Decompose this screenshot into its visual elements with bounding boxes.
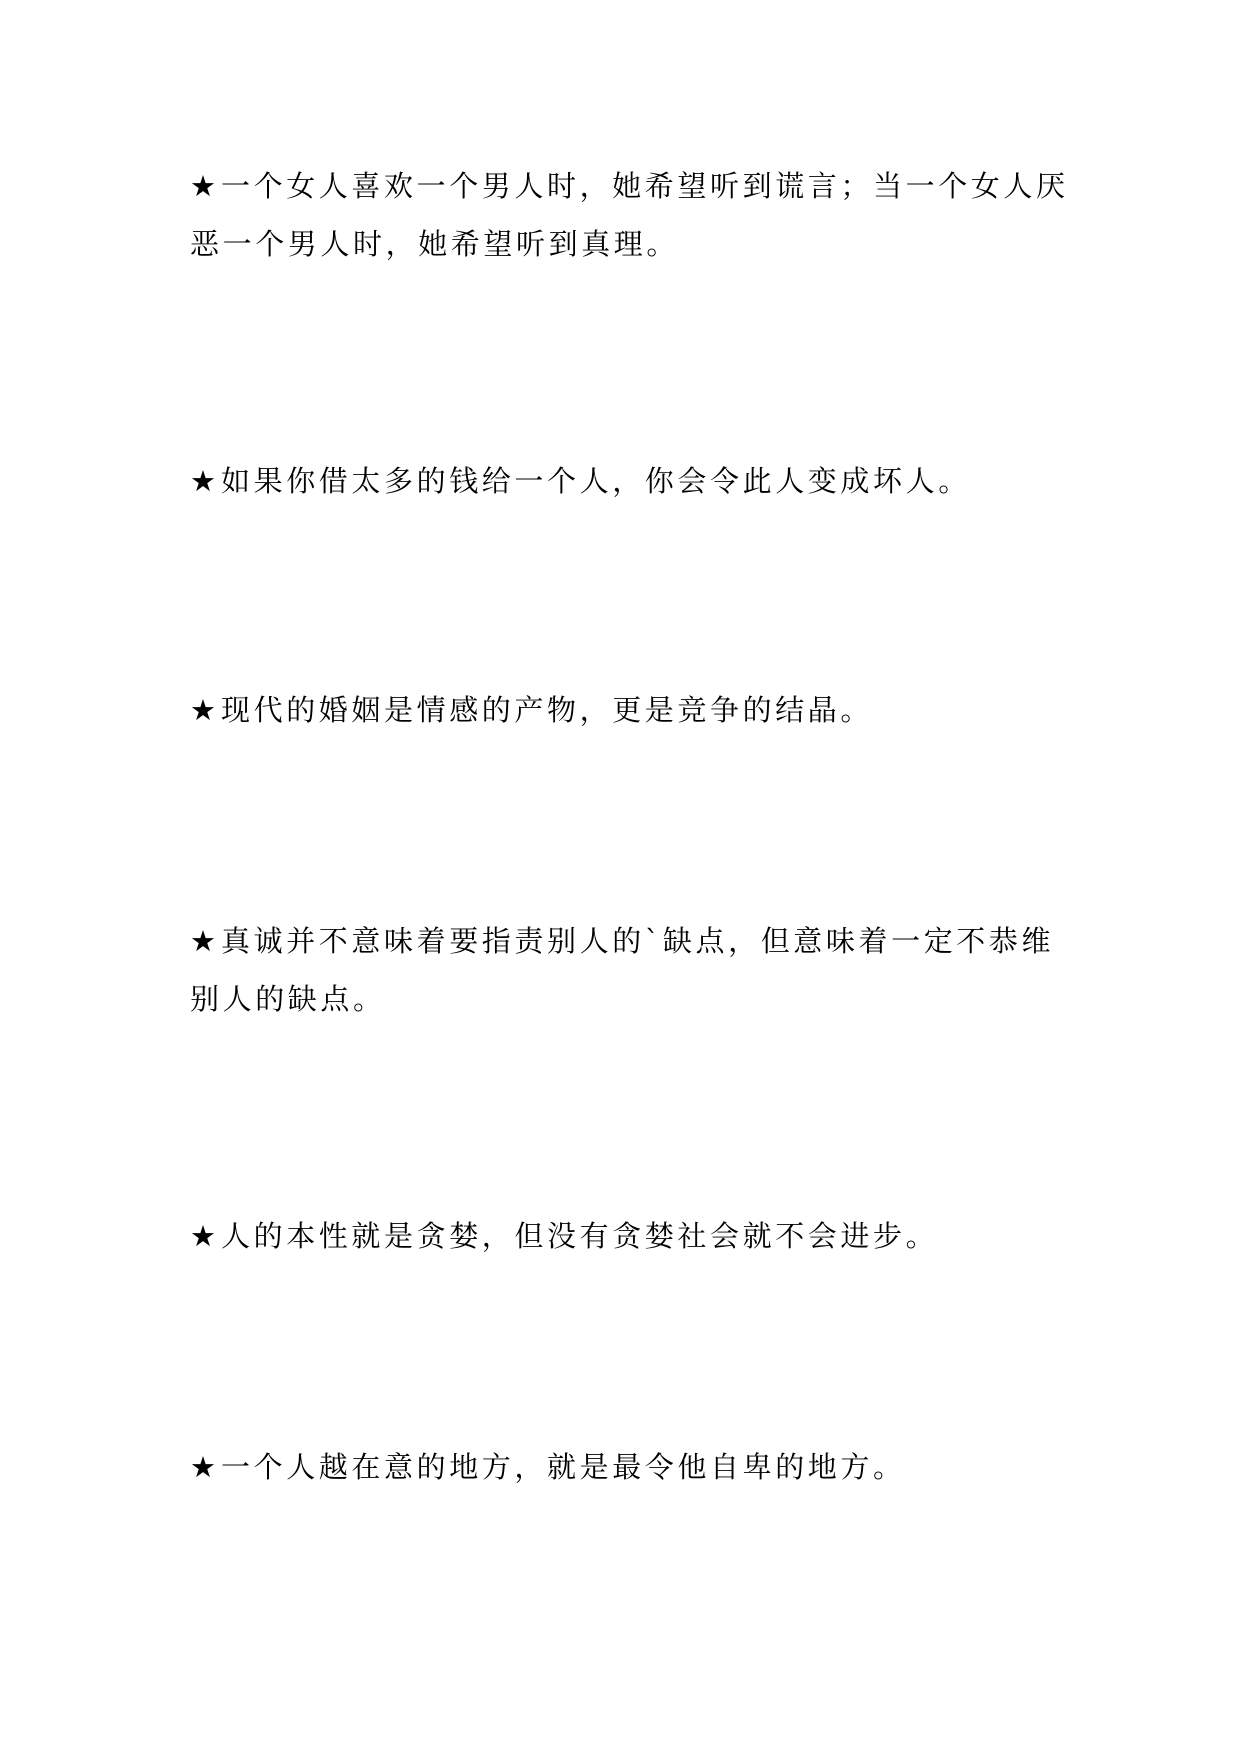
quote-text: 真诚并不意味着要指责别人的`缺点，但意味着一定不恭维别人的缺点。 (190, 924, 1055, 1016)
quote-1 (190, 157, 1070, 273)
star-bullet-icon: ★ (190, 1219, 216, 1253)
quote-text: 一个女人喜欢一个男人时，她希望听到谎言；当一个女人厌恶一个男人时，她希望听到真理。 (190, 169, 1069, 261)
star-bullet-icon: ★ (190, 1450, 216, 1484)
quote-text: 现代的婚姻是情感的产物，更是竞争的结晶。 (221, 693, 874, 727)
quote-text: 人的本性就是贪婪，但没有贪婪社会就不会进步。 (221, 1219, 939, 1253)
star-bullet-icon: ★ (190, 693, 216, 727)
star-bullet-icon: ★ (190, 464, 216, 498)
star-bullet-icon: ★ (190, 169, 216, 203)
quote-4 (190, 912, 1070, 1028)
quote-text: 一个人越在意的地方，就是最令他自卑的地方。 (221, 1450, 906, 1484)
quote-6 (190, 1438, 1070, 1496)
quote-text: 如果你借太多的钱给一个人，你会令此人变成坏人。 (221, 464, 971, 498)
star-bullet-icon: ★ (190, 924, 216, 958)
quote-2 (190, 452, 1070, 510)
quote-3 (190, 681, 1070, 739)
quote-5 (190, 1207, 1070, 1265)
